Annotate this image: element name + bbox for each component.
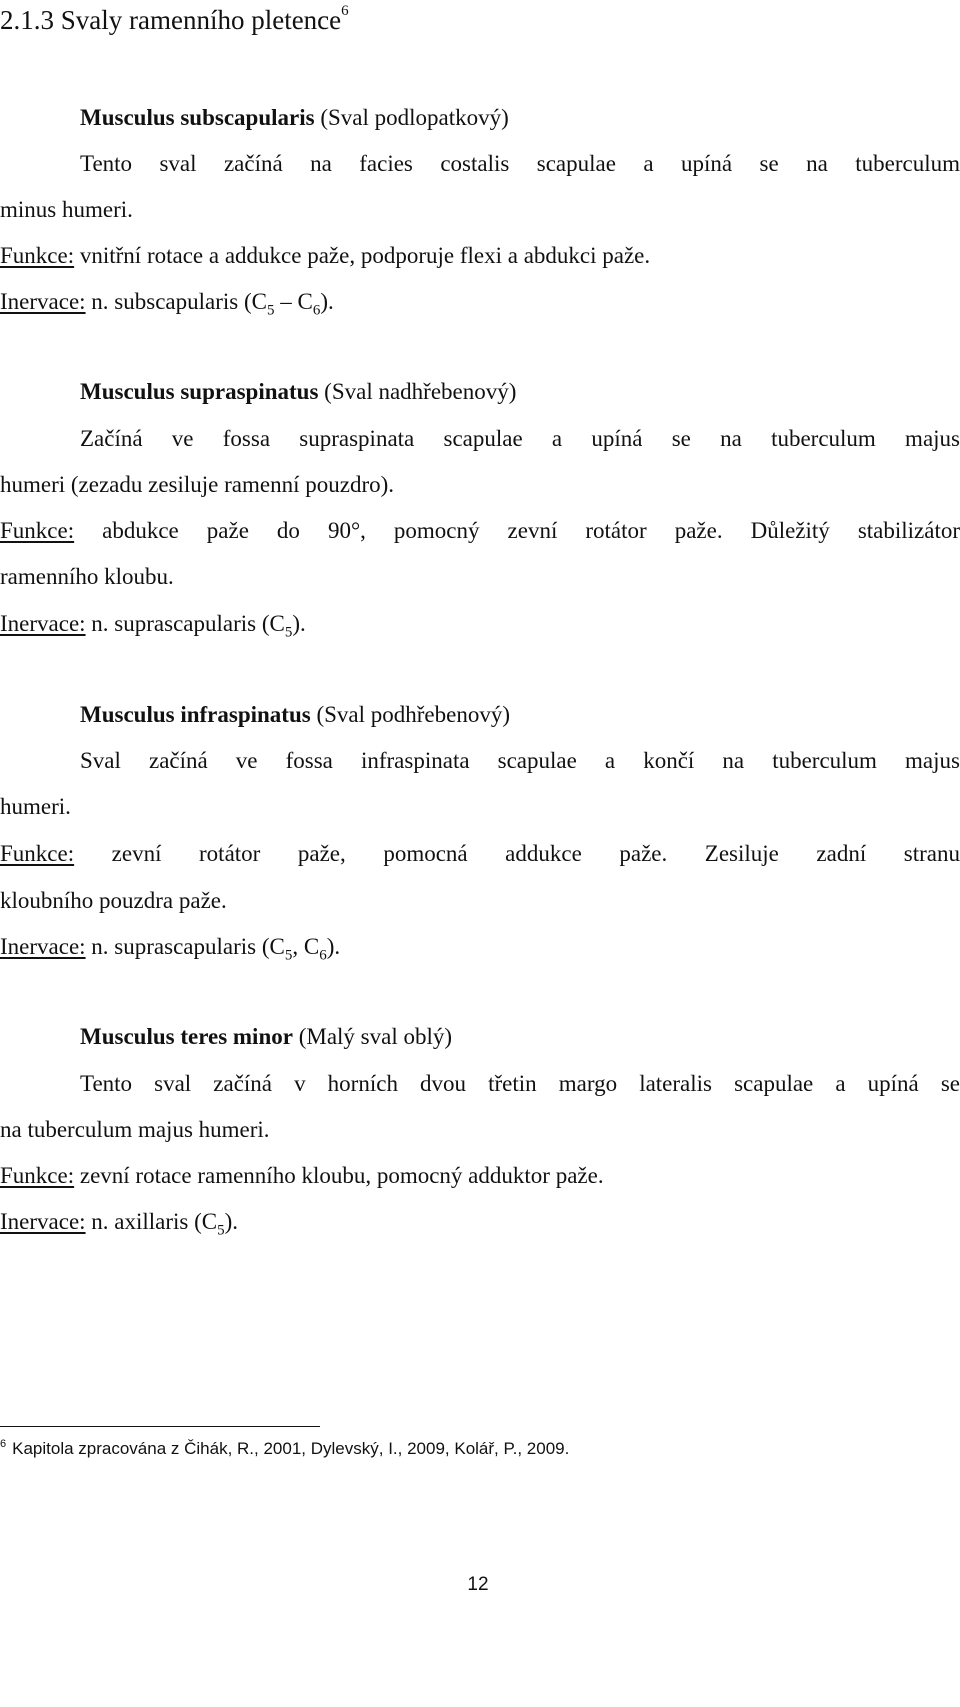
description-line: minus humeri. (0, 197, 133, 222)
footnote (0, 1436, 569, 1462)
muscle-czech-name: (Malý sval oblý) (298, 1024, 453, 1049)
function-label: Funkce: (0, 518, 75, 543)
subscript: 6 (312, 302, 321, 319)
innervation-text: – C (274, 289, 313, 314)
innervation-label: Inervace: (0, 289, 86, 314)
function-line (0, 839, 960, 871)
muscle-name: Musculus infraspinatus (80, 702, 311, 727)
muscle-czech-name: (Sval podhřebenový) (316, 702, 511, 727)
function-label: Funkce: (0, 243, 75, 268)
footnote-mark: 6 (0, 1438, 7, 1451)
section-title: Svaly ramenního pletence (60, 5, 342, 35)
innervation-text: n. suprascapularis (C (85, 934, 285, 959)
description-line: Tento sval začíná na facies costalis scapulae a upíná se na tuberculum (80, 151, 960, 176)
muscle-name: Musculus teres minor (80, 1024, 293, 1049)
footnote-reference: 6 (341, 3, 349, 19)
muscle-name: Musculus supraspinatus (80, 379, 319, 404)
function-text: vnitřní rotace a addukce paže, podporuje flexi a abdukci paže. (74, 243, 651, 268)
innervation-text: ). (326, 934, 341, 959)
innervation-label: Inervace: (0, 611, 86, 636)
function-text: zevní rotace ramenního kloubu, pomocný adduktor paže. (74, 1163, 604, 1188)
section-heading (0, 0, 349, 40)
muscle-title (80, 103, 960, 133)
innervation-line (0, 932, 960, 962)
page-number (0, 1572, 960, 1598)
description-line: humeri (zezadu zesiluje ramenní pouzdro). (0, 472, 395, 497)
function-label: Funkce: (0, 841, 75, 866)
footnote-text: Kapitola zpracována z Čihák, R., 2001, Dylevský, I., 2009, Kolář, P., 2009. (12, 1439, 570, 1458)
innervation-line (0, 609, 960, 639)
subscript: 5 (217, 1222, 225, 1239)
muscle-name: Musculus subscapularis (80, 105, 315, 130)
description-line: Začíná ve fossa supraspinata scapulae a upíná se na tuberculum majus (80, 426, 960, 451)
muscle-title (80, 700, 960, 730)
function-line (0, 516, 960, 548)
function-line (0, 241, 960, 271)
function-line: ramenního kloubu. (0, 564, 174, 589)
muscle-title (80, 1022, 960, 1052)
innervation-label: Inervace: (0, 934, 86, 959)
muscle-czech-name: (Sval podlopatkový) (320, 105, 509, 130)
footnote-separator (0, 1426, 320, 1427)
subscript: 5 (284, 624, 293, 641)
muscle-title (80, 377, 960, 407)
function-text: zevní rotátor paže, pomocná addukce paže. Zesiluje zadní stranu (74, 841, 960, 866)
innervation-text: , C (292, 934, 320, 959)
subscript: 5 (284, 947, 293, 964)
innervation-text: ). (320, 289, 334, 314)
page-number-text: 12 (467, 1574, 489, 1595)
function-line: kloubního pouzdra paže. (0, 888, 227, 913)
description-line: Tento sval začíná v horních dvou třetin margo lateralis scapulae a upíná se (80, 1071, 960, 1096)
subscript: 5 (266, 302, 275, 319)
muscle-czech-name: (Sval nadhřebenový) (324, 379, 517, 404)
section-number: 2.1.3 (0, 5, 54, 35)
innervation-line (0, 1207, 960, 1237)
description-line: na tuberculum majus humeri. (0, 1117, 270, 1142)
innervation-text: ). (292, 611, 306, 636)
function-line (0, 1161, 960, 1191)
innervation-text: n. suprascapularis (C (85, 611, 285, 636)
innervation-text: ). (224, 1209, 239, 1234)
innervation-line (0, 287, 960, 317)
description-line: Sval začíná ve fossa infraspinata scapulae a končí na tuberculum majus (80, 748, 960, 773)
description-line: humeri. (0, 794, 71, 819)
subscript: 6 (319, 947, 327, 964)
innervation-text: n. axillaris (C (85, 1209, 218, 1234)
innervation-text: n. subscapularis (C (85, 289, 267, 314)
innervation-label: Inervace: (0, 1209, 86, 1234)
function-label: Funkce: (0, 1163, 75, 1188)
function-text: abdukce paže do 90°, pomocný zevní rotátor paže. Důležitý stabilizátor (74, 518, 960, 543)
